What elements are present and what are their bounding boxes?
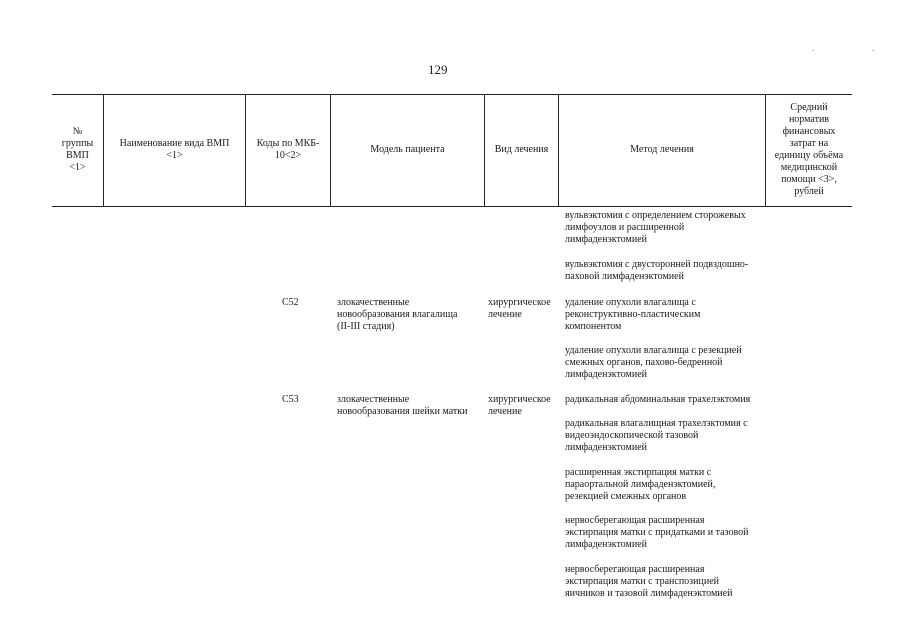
patient-model-text: злокачественные новообразования влагалища (II-III стадия) [337,297,458,333]
header-icd-codes: Коды по МКБ- 10<2> [256,138,320,161]
header-treatment-type: Вид лечения [494,144,549,155]
header-bottom-border [52,206,852,207]
method-text: нервосберегающая расширенная экстирпация матки с транспозицией яичников и тазовой лимфаденэктомией [565,564,733,600]
header-patient-model: Модель пациента [370,144,445,155]
treatment-type-text: хирургическое лечение [488,297,551,321]
header-treatment-method: Метод лечения [630,144,694,155]
method-text: радикальная абдоминальная трахелэктомия [565,394,751,405]
header-vmp-name: Наименование вида ВМП <1> [119,138,230,161]
treatment-type-text: хирургическое лечение [488,394,551,418]
method-text: удаление опухоли влагалища с реконструктивно-пластическим компонентом [565,297,701,333]
page-number: 129 [428,62,448,77]
corner-marks: . . [812,44,902,53]
header-group-number: № группы ВМП <1> [61,126,94,173]
method-text: удаление опухоли влагалища с резекцией смежных органов, пахово-бедренной лимфаденэктомией [565,345,742,381]
header-average-cost: Средний норматив финансовых затрат на единицу объёма медицинской помощи <3>, рублей [774,102,844,197]
method-text: радикальная влагалищная трахелэктомия с видеоэндоскопической тазовой лимфаденэктомией [565,418,748,454]
method-text: вульвэктомия с двусторонней подвздошно- паховой лимфаденэктомией [565,259,749,283]
icd-code: C52 [282,297,299,308]
method-text: вульвэктомия с определением сторожевых лимфоузлов и расширенной лимфаденэктомией [565,210,746,246]
method-text: нервосберегающая расширенная экстирпация матки с придатками и тазовой лимфаденэктомией [565,515,749,551]
icd-code: C53 [282,394,299,405]
method-text: расширенная экстирпация матки с параортальной лимфаденэктомией, резекцией смежных органов [565,467,716,503]
patient-model-text: злокачественные новообразования шейки матки [337,394,468,418]
